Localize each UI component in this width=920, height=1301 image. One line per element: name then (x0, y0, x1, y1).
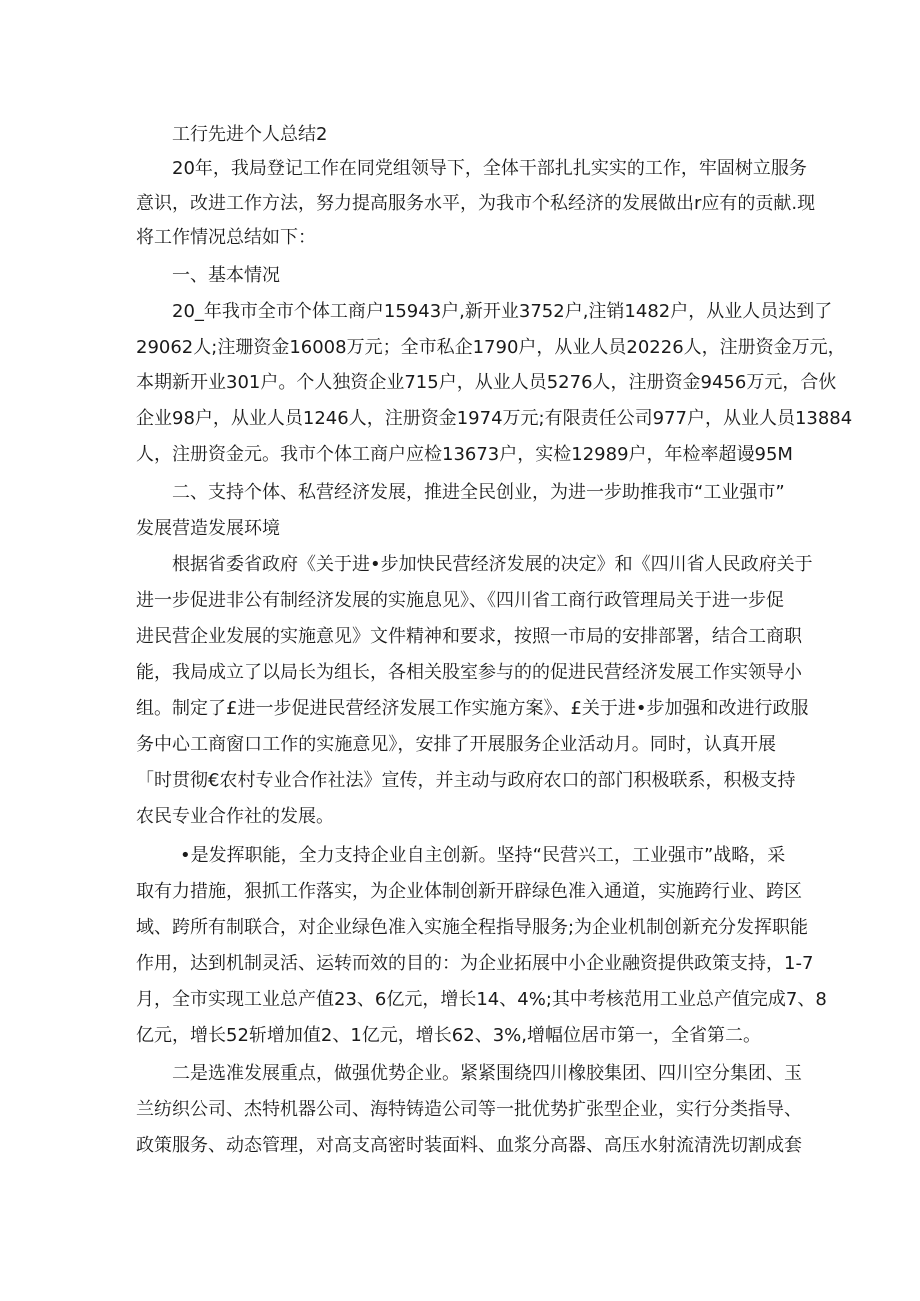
paragraph-line: 29062人;注珊资金16008万元；全市私企1790户，从业人员20226人，注册资金万元， (136, 337, 846, 358)
paragraph-line: 本期新开业301户。个人独资企业715户，从业人员5276人，注册资金9456万元，合伙 (136, 372, 837, 393)
paragraph-line: 进民营企业发展的实施意见》文件精神和要求，按照一市局的安排部署，结合工商职 (136, 626, 802, 647)
paragraph-line: 作用，达到机制灵活、运转而效的目的：为企业拓展中小企业融资提供政策支持，1-7 (136, 953, 814, 974)
document-title: 工行先进个人总结2 (172, 124, 328, 145)
paragraph-line: 农民专业合作社的发展。 (136, 806, 334, 827)
paragraph-line: 20年，我局登记工作在同党组领导下，全体干部扎扎实实的工作，牢固树立服务 (172, 158, 807, 179)
paragraph-line: 意识，改进工作方法，努力提高服务水平，为我市个私经济的发展做出r应有的贡献.现 (136, 193, 816, 214)
paragraph-line: 务中心工商窗口工作的实施意见》，安排了开展服务企业活动月。同时，认真开展 (136, 734, 776, 755)
section-heading: 发展营造发展环境 (136, 518, 280, 539)
paragraph-line: 组。制定了£进一步促进民营经济发展工作实施方案》、£关于进•步加强和改进行政服 (136, 698, 809, 719)
paragraph-line: 能，我局成立了以局长为组长，各相关股室参与的的促进民营经济发展工作实领导小 (136, 662, 802, 683)
paragraph-line: 企业98户，从业人员1246人，注册资金1974万元;有限责任公司977户，从业人员13884 (136, 408, 853, 429)
paragraph-line: 政策服务、动态管理，对高支高密时装面料、血浆分高器、高压水射流清洗切割成套 (136, 1135, 802, 1156)
paragraph-line: 二是选准发展重点，做强优势企业。紧紧围绕四川橡胶集团、四川空分集团、玉 (172, 1063, 802, 1084)
paragraph-line: 进一步促进非公有制经济发展的实施息见》、《四川省工商行政管理局关于进一步促 (136, 590, 784, 611)
section-heading: 二、支持个体、私营经济发展，推进全民创业，为进一步助推我市“工业强市” (172, 482, 785, 503)
paragraph-line: 兰纺织公司、杰特机器公司、海特铸造公司等一批优势扩张型企业，实行分类指导、 (136, 1099, 802, 1120)
paragraph-line: 根据省委省政府《关于进•步加快民营经济发展的决定》和《四川省人民政府关于 (172, 554, 813, 575)
paragraph-line: 域、跨所有制联合，对企业绿色准入实施全程指导服务;为企业机制创新充分发挥职能 (136, 917, 809, 938)
paragraph-line: 20_年我市全市个体工商户15943户,新开业3752户,注销1482户，从业人员达到了 (172, 301, 833, 322)
paragraph-line: 取有力措施，狠抓工作落实，为企业体制创新开辟绿色准入通道，实施跨行业、跨区 (136, 881, 802, 902)
paragraph-line: 「时贯彻€农村专业合作社法》宣传，并主动与政府农口的部门积极联系，积极支持 (136, 770, 796, 791)
section-heading: 一、基本情况 (172, 265, 280, 286)
paragraph-line: 月，全市实现工业总产值23、6亿元，增长14、4%;其中考核范用工业总产值完成7、8 (136, 989, 827, 1010)
paragraph-line: 将工作情况总结如下： (136, 227, 316, 248)
paragraph-line: •是发挥职能，全力支持企业自主创新。坚持“民营兴工，工业强市”战略，采 (180, 845, 786, 866)
paragraph-line: 亿元，增长52斩增加值2、1亿元，增长62、3%,增幅位居市第一，全省第二。 (136, 1025, 761, 1046)
paragraph-line: 人，注册资金元。我市个体工商户应检13673户，实检12989户，年检率超谩95M (136, 444, 793, 465)
